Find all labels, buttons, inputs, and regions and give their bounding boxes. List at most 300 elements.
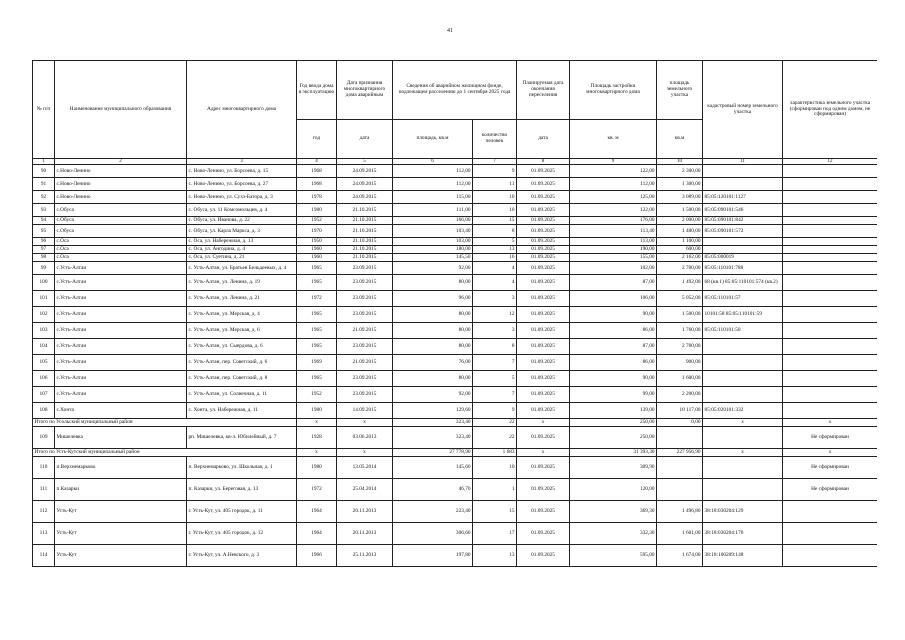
municipality-cell: с.Оса: [55, 238, 187, 246]
land-char-cell: [783, 323, 877, 339]
people-count-cell: 5: [473, 371, 517, 387]
recognition-date-cell: 21.10.2015: [337, 217, 393, 225]
row-number: 111: [33, 479, 55, 501]
row-number: 112: [33, 501, 55, 523]
land-char-cell: Не сформирован: [783, 427, 877, 449]
year-cell: 1966: [297, 545, 337, 567]
land-area-cell: [657, 457, 703, 479]
land-area-cell: 1 500,00: [657, 204, 703, 217]
recognition-date-cell: 13.05.2014: [337, 457, 393, 479]
address-cell: г. Усть-Кут, ул. 405 городок, д. 12: [187, 523, 297, 545]
people-count-cell: 5: [473, 238, 517, 246]
land-char-cell: [783, 262, 877, 275]
land-char-cell: [783, 217, 877, 225]
area-cell: 112,00: [393, 165, 473, 178]
address-cell: с. Ново-Ленино, ул. Борсоева, д. 15: [187, 165, 297, 178]
planned-date-cell: 01.09.2025: [517, 262, 570, 275]
address-cell: с. Оса, ул. Суетина, д. 21: [187, 254, 297, 262]
people-count-cell: 7: [473, 355, 517, 371]
municipality-cell: с.Оса: [55, 254, 187, 262]
cadastral-cell: [703, 339, 783, 355]
address-cell: рп. Мишелевка, кв-л. Юбилейный, д. 7: [187, 427, 297, 449]
recognition-date-cell: 23.09.2015: [337, 339, 393, 355]
planned-date-cell: 01.09.2025: [517, 545, 570, 567]
land-area-cell: 1 400,00: [657, 225, 703, 238]
recognition-date-cell: 24.09.2015: [337, 191, 393, 204]
recognition-date-cell: 21.10.2015: [337, 204, 393, 217]
area-cell: 323,40: [393, 419, 473, 427]
planned-date-cell: 01.09.2025: [517, 387, 570, 403]
building-area-cell: 595,00: [570, 545, 657, 567]
column-number: 11: [703, 159, 783, 165]
planned-date-cell: 01.09.2025: [517, 355, 570, 371]
column-number: 1: [33, 159, 55, 165]
recognition-date-cell: 25.11.2013: [337, 545, 393, 567]
row-number: 106: [33, 371, 55, 387]
building-area-cell: 87,00: [570, 275, 657, 291]
address-cell: п. Верхнемарково, ул. Школьная, д. 1: [187, 457, 297, 479]
cadastral-cell: 85:05:120101:1127: [703, 191, 783, 204]
land-area-cell: 5 052,00: [657, 291, 703, 307]
address-cell: с. Усть-Алтан, ул. Мерская, д. 6: [187, 323, 297, 339]
area-cell: 92,00: [393, 387, 473, 403]
land-area-cell: 1 496,80: [657, 501, 703, 523]
municipality-cell: с.Усть-Алтан: [55, 339, 187, 355]
column-number: 3: [187, 159, 297, 165]
table-row: [33, 323, 878, 339]
planned-date-cell: x: [517, 449, 570, 457]
year-cell: 1972: [297, 291, 337, 307]
address-cell: с. Обуса, ул. Иванова, д. 22: [187, 217, 297, 225]
land-char-cell: [783, 387, 877, 403]
recognition-date-cell: 23.09.2015: [337, 291, 393, 307]
cadastral-cell: 85:05:110101:50: [703, 323, 783, 339]
municipality-cell: с.Ново-Ленино: [55, 191, 187, 204]
planned-date-cell: 01.09.2025: [517, 323, 570, 339]
building-area-cell: 90,00: [570, 307, 657, 323]
header-land-char: характеристика земельного участка (сформирован под одним домом, не сформирован): [783, 61, 877, 159]
row-number: 102: [33, 307, 55, 323]
address-cell: с. Хонта, ул. Набережная, д. 11: [187, 403, 297, 419]
cadastral-cell: x: [703, 449, 783, 457]
area-cell: 145,60: [393, 457, 473, 479]
municipality-cell: с.Хонта: [55, 403, 187, 419]
land-area-cell: 1 500,00: [657, 307, 703, 323]
land-char-cell: [783, 403, 877, 419]
recognition-date-cell: 14.09.2015: [337, 403, 393, 419]
cadastral-cell: 68 (кв.1) 85:05:110101:574 (кв.2): [703, 275, 783, 291]
cadastral-cell: [703, 178, 783, 191]
land-char-cell: x: [783, 419, 877, 427]
building-area-cell: 369,30: [570, 501, 657, 523]
building-area-cell: 87,00: [570, 339, 657, 355]
total-row: [33, 419, 878, 427]
table-row: [33, 165, 878, 178]
header-municipality: Наименование муниципального образования: [55, 61, 187, 159]
recognition-date-cell: 23.09.2015: [337, 387, 393, 403]
area-cell: 111,00: [393, 204, 473, 217]
table-row: [33, 427, 878, 449]
recognition-date-cell: 25.04.2014: [337, 479, 393, 501]
area-cell: 80,00: [393, 323, 473, 339]
address-cell: с. Обуса, ул. 11 Комсомольцев, д. 4: [187, 204, 297, 217]
planned-date-cell: 01.09.2025: [517, 238, 570, 246]
land-area-cell: [657, 427, 703, 449]
area-cell: 103,00: [393, 238, 473, 246]
municipality-cell: п.Казарки: [55, 479, 187, 501]
header-commission-year: Год ввода дома в эксплуатацию: [297, 61, 337, 120]
area-cell: 129,60: [393, 403, 473, 419]
land-char-cell: [783, 254, 877, 262]
column-number: 5: [337, 159, 393, 165]
recognition-date-cell: 23.09.2015: [337, 371, 393, 387]
area-cell: 80,00: [393, 371, 473, 387]
table-row: [33, 545, 878, 567]
cadastral-cell: [703, 371, 783, 387]
area-cell: 180,00: [393, 246, 473, 254]
planned-date-cell: 01.09.2025: [517, 217, 570, 225]
building-area-cell: 86,00: [570, 323, 657, 339]
recognition-date-cell: 21.10.2015: [337, 246, 393, 254]
header-address: Адрес многоквартирного дома: [187, 61, 297, 159]
cadastral-cell: 10101:58 85:05:110101:59: [703, 307, 783, 323]
recognition-date-cell: 21.10.2015: [337, 225, 393, 238]
recognition-date-cell: 21.09.2015: [337, 323, 393, 339]
people-count-cell: 15: [473, 217, 517, 225]
planned-date-cell: 01.09.2025: [517, 523, 570, 545]
building-area-cell: 155,00: [570, 254, 657, 262]
municipality-cell: с.Обуса: [55, 225, 187, 238]
recognition-date-cell: 23.09.2015: [337, 262, 393, 275]
row-number: 110: [33, 457, 55, 479]
area-cell: 80,00: [393, 307, 473, 323]
building-area-cell: 122,00: [570, 204, 657, 217]
row-number: 104: [33, 339, 55, 355]
table-row: [33, 178, 878, 191]
row-number: 108: [33, 403, 55, 419]
table-row: [33, 254, 878, 262]
building-area-cell: 122,00: [570, 165, 657, 178]
land-char-cell: Не сформирован: [783, 479, 877, 501]
total-label-cell: Итого по Усть-Кутский муниципальный район: [33, 449, 297, 457]
column-number: 8: [517, 159, 570, 165]
row-number: 94: [33, 217, 55, 225]
address-cell: с. Усть-Алтан, пер. Советский, д. 6: [187, 355, 297, 371]
municipality-cell: Усть-Кут: [55, 523, 187, 545]
table-row: [33, 262, 878, 275]
table-row: [33, 387, 878, 403]
cadastral-cell: [703, 457, 783, 479]
people-count-cell: 3: [473, 323, 517, 339]
table-row: [33, 238, 878, 246]
planned-date-cell: 01.09.2025: [517, 204, 570, 217]
land-char-cell: [783, 307, 877, 323]
municipality-cell: с.Обуса: [55, 217, 187, 225]
cadastral-cell: 85:05:000019: [703, 254, 783, 262]
building-area-cell: 332,30: [570, 523, 657, 545]
row-number: 91: [33, 178, 55, 191]
people-count-cell: 9: [473, 165, 517, 178]
planned-date-cell: 01.09.2025: [517, 427, 570, 449]
planned-date-cell: x: [517, 419, 570, 427]
municipality-cell: с.Усть-Алтан: [55, 387, 187, 403]
year-cell: 1980: [297, 204, 337, 217]
people-count-cell: 10: [473, 191, 517, 204]
people-count-cell: 4: [473, 262, 517, 275]
recognition-date-cell: 23.09.2015: [337, 307, 393, 323]
subheader-people: количество человек: [473, 120, 517, 159]
year-cell: 1978: [297, 191, 337, 204]
recognition-date-cell: 23.09.2015: [337, 275, 393, 291]
area-cell: 115,00: [393, 191, 473, 204]
people-count-cell: 13: [473, 545, 517, 567]
building-area-cell: 102,00: [570, 262, 657, 275]
header-building-area: Площадь застройки многоквартирного дома: [570, 61, 657, 120]
area-cell: 27 778,90: [393, 449, 473, 457]
table-row: [33, 371, 878, 387]
cadastral-cell: 85:05:110101:57: [703, 291, 783, 307]
land-area-cell: 2 700,00: [657, 262, 703, 275]
building-area-cell: 106,00: [570, 291, 657, 307]
municipality-cell: с.Усть-Алтан: [55, 262, 187, 275]
row-number: 99: [33, 262, 55, 275]
planned-date-cell: 01.09.2025: [517, 457, 570, 479]
people-count-cell: 9: [473, 403, 517, 419]
people-count-cell: 11: [473, 178, 517, 191]
land-char-cell: [783, 275, 877, 291]
recognition-date-cell: 24.09.2015: [337, 178, 393, 191]
address-cell: с. Обуса, ул. Карла Маркса, д. 3: [187, 225, 297, 238]
column-number: 12: [783, 159, 877, 165]
people-count-cell: 1 683: [473, 449, 517, 457]
people-count-cell: 8: [473, 339, 517, 355]
area-cell: 46,70: [393, 479, 473, 501]
table-row: [33, 217, 878, 225]
building-area-cell: 176,00: [570, 217, 657, 225]
land-char-cell: [783, 191, 877, 204]
area-cell: 76,00: [393, 355, 473, 371]
address-cell: с. Усть-Алтан, ул. Ленина, д. 19: [187, 275, 297, 291]
year-cell: 1965: [297, 275, 337, 291]
land-area-cell: 2 300,00: [657, 165, 703, 178]
address-cell: с. Ново-Ленино, ул. Борсоева, д. 27: [187, 178, 297, 191]
total-label-cell: Итого по Усольский муниципальный район: [33, 419, 297, 427]
area-cell: 166,00: [393, 217, 473, 225]
land-char-cell: [783, 339, 877, 355]
municipality-cell: с.Ново-Ленино: [55, 178, 187, 191]
building-area-cell: 112,00: [570, 178, 657, 191]
cadastral-cell: [703, 355, 783, 371]
year-cell: 1965: [297, 339, 337, 355]
table-row: [33, 246, 878, 254]
table-row: [33, 523, 878, 545]
year-cell: 1928: [297, 427, 337, 449]
cadastral-cell: [703, 427, 783, 449]
row-number: 107: [33, 387, 55, 403]
address-cell: п. Казарки, ул. Береговая, д. 13: [187, 479, 297, 501]
table-row: [33, 225, 878, 238]
people-count-cell: 15: [473, 501, 517, 523]
recognition-date-cell: x: [337, 419, 393, 427]
year-cell: 1968: [297, 178, 337, 191]
address-cell: с. Усть-Алтан, ул. Солнечная, д. 11: [187, 387, 297, 403]
row-number: 96: [33, 238, 55, 246]
area-cell: 92,00: [393, 262, 473, 275]
year-cell: 1980: [297, 457, 337, 479]
area-cell: 80,00: [393, 339, 473, 355]
header-emergency-info: Сведения об аварийном жилищном фонде, подлежащем расселению до 1 сентября 2025 года: [393, 61, 517, 120]
municipality-cell: с.Обуса: [55, 204, 187, 217]
building-area-cell: 113,40: [570, 225, 657, 238]
building-area-cell: 250,00: [570, 427, 657, 449]
land-area-cell: 227 956,90: [657, 449, 703, 457]
people-count-cell: 12: [473, 307, 517, 323]
table-row: [33, 291, 878, 307]
table-row: [33, 479, 878, 501]
land-area-cell: [657, 479, 703, 501]
cadastral-cell: 38:18:030204:176: [703, 523, 783, 545]
header-num: № п/п: [33, 61, 55, 159]
year-cell: 1965: [297, 323, 337, 339]
land-area-cell: 1 760,00: [657, 323, 703, 339]
row-number: 100: [33, 275, 55, 291]
people-count-cell: 17: [473, 523, 517, 545]
recognition-date-cell: 24.09.2015: [337, 165, 393, 178]
column-number: 4: [297, 159, 337, 165]
header-planned-date: Планируемая дата окончания переселения: [517, 61, 570, 120]
year-cell: x: [297, 449, 337, 457]
recognition-date-cell: 20.11.2013: [337, 523, 393, 545]
land-char-cell: [783, 178, 877, 191]
land-area-cell: 1 492,00: [657, 275, 703, 291]
column-number: 7: [473, 159, 517, 165]
column-number: 2: [55, 159, 187, 165]
building-area-cell: 31 393,30: [570, 449, 657, 457]
area-cell: 103,40: [393, 225, 473, 238]
row-number: 93: [33, 204, 55, 217]
people-count-cell: 10: [473, 204, 517, 217]
recognition-date-cell: x: [337, 449, 393, 457]
housing-table-document: [32, 60, 877, 568]
column-number: 6: [393, 159, 473, 165]
area-cell: 306,60: [393, 523, 473, 545]
planned-date-cell: 01.09.2025: [517, 178, 570, 191]
building-area-cell: 90,00: [570, 371, 657, 387]
land-area-cell: 900,00: [657, 355, 703, 371]
year-cell: 1964: [297, 523, 337, 545]
planned-date-cell: 01.09.2025: [517, 291, 570, 307]
table-row: [33, 355, 878, 371]
land-char-cell: [783, 225, 877, 238]
address-cell: с. Оса, ул. Набережная, д. 13: [187, 238, 297, 246]
municipality-cell: с.Усть-Алтан: [55, 371, 187, 387]
municipality-cell: Усть-Кут: [55, 501, 187, 523]
land-area-cell: 2 162,00: [657, 254, 703, 262]
area-cell: 223,40: [393, 501, 473, 523]
year-cell: 1965: [297, 262, 337, 275]
planned-date-cell: 01.09.2025: [517, 403, 570, 419]
area-cell: 112,00: [393, 178, 473, 191]
address-cell: г. Усть-Кут, ул. А.Невского, д. 3: [187, 545, 297, 567]
table-row: [33, 275, 878, 291]
building-area-cell: 99,00: [570, 387, 657, 403]
cadastral-cell: 85:05:090101:546: [703, 204, 783, 217]
recognition-date-cell: 21.10.2015: [337, 254, 393, 262]
subheader-sqm2: кв.м: [657, 120, 703, 159]
table-row: [33, 307, 878, 323]
land-area-cell: 1 600,00: [657, 371, 703, 387]
land-char-cell: Не сформирован: [783, 457, 877, 479]
land-area-cell: 1 300,00: [657, 178, 703, 191]
people-count-cell: 22: [473, 419, 517, 427]
people-count-cell: 1: [473, 479, 517, 501]
recognition-date-cell: 20.11.2013: [337, 501, 393, 523]
cadastral-cell: 85:05:090101:572: [703, 225, 783, 238]
land-char-cell: [783, 501, 877, 523]
year-cell: 1952: [297, 387, 337, 403]
year-cell: 1965: [297, 307, 337, 323]
address-cell: с. Усть-Алтан, ул. Сыердова, д. 6: [187, 339, 297, 355]
municipality-cell: с.Ново-Ленино: [55, 165, 187, 178]
year-cell: 1965: [297, 371, 337, 387]
cadastral-cell: 85:05:020101:332: [703, 403, 783, 419]
subheader-sqm: кв. м: [570, 120, 657, 159]
cadastral-cell: [703, 238, 783, 246]
planned-date-cell: 01.09.2025: [517, 479, 570, 501]
building-area-cell: 125,00: [570, 191, 657, 204]
building-area-cell: 190,00: [570, 246, 657, 254]
table-row: [33, 403, 878, 419]
people-count-cell: 4: [473, 275, 517, 291]
row-number: 97: [33, 246, 55, 254]
recognition-date-cell: 21.09.2015: [337, 355, 393, 371]
land-area-cell: 3 089,00: [657, 191, 703, 204]
area-cell: 323,40: [393, 427, 473, 449]
row-number: 98: [33, 254, 55, 262]
people-count-cell: 7: [473, 387, 517, 403]
land-char-cell: [783, 204, 877, 217]
year-cell: 1960: [297, 246, 337, 254]
table-row: [33, 204, 878, 217]
year-cell: 1960: [297, 254, 337, 262]
cadastral-cell: 85:05:090101:842: [703, 217, 783, 225]
people-count-cell: 16: [473, 254, 517, 262]
page-number: 41: [447, 28, 453, 34]
address-cell: с. Усть-Алтан, пер. Советский, д. 8: [187, 371, 297, 387]
year-cell: x: [297, 419, 337, 427]
address-cell: с. Усть-Алтан, ул. Мерская, д. 4: [187, 307, 297, 323]
table-row: [33, 501, 878, 523]
address-cell: с. Оса, ул. Ангодина, д. 4: [187, 246, 297, 254]
planned-date-cell: 01.09.2025: [517, 191, 570, 204]
table-row: [33, 191, 878, 204]
land-char-cell: [783, 371, 877, 387]
land-char-cell: [783, 165, 877, 178]
building-area-cell: 250,00: [570, 419, 657, 427]
building-area-cell: 309,90: [570, 457, 657, 479]
planned-date-cell: 01.09.2025: [517, 339, 570, 355]
people-count-cell: 13: [473, 246, 517, 254]
municipality-cell: с.Усть-Алтан: [55, 307, 187, 323]
people-count-cell: 3: [473, 291, 517, 307]
cadastral-cell: [703, 479, 783, 501]
year-cell: 1970: [297, 225, 337, 238]
land-area-cell: 2 200,00: [657, 387, 703, 403]
total-row: [33, 449, 878, 457]
people-count-cell: 22: [473, 427, 517, 449]
planned-date-cell: 01.09.2025: [517, 307, 570, 323]
address-cell: с. Усть-Алтан, ул. Братьев Бильдеевых, д. 4: [187, 262, 297, 275]
